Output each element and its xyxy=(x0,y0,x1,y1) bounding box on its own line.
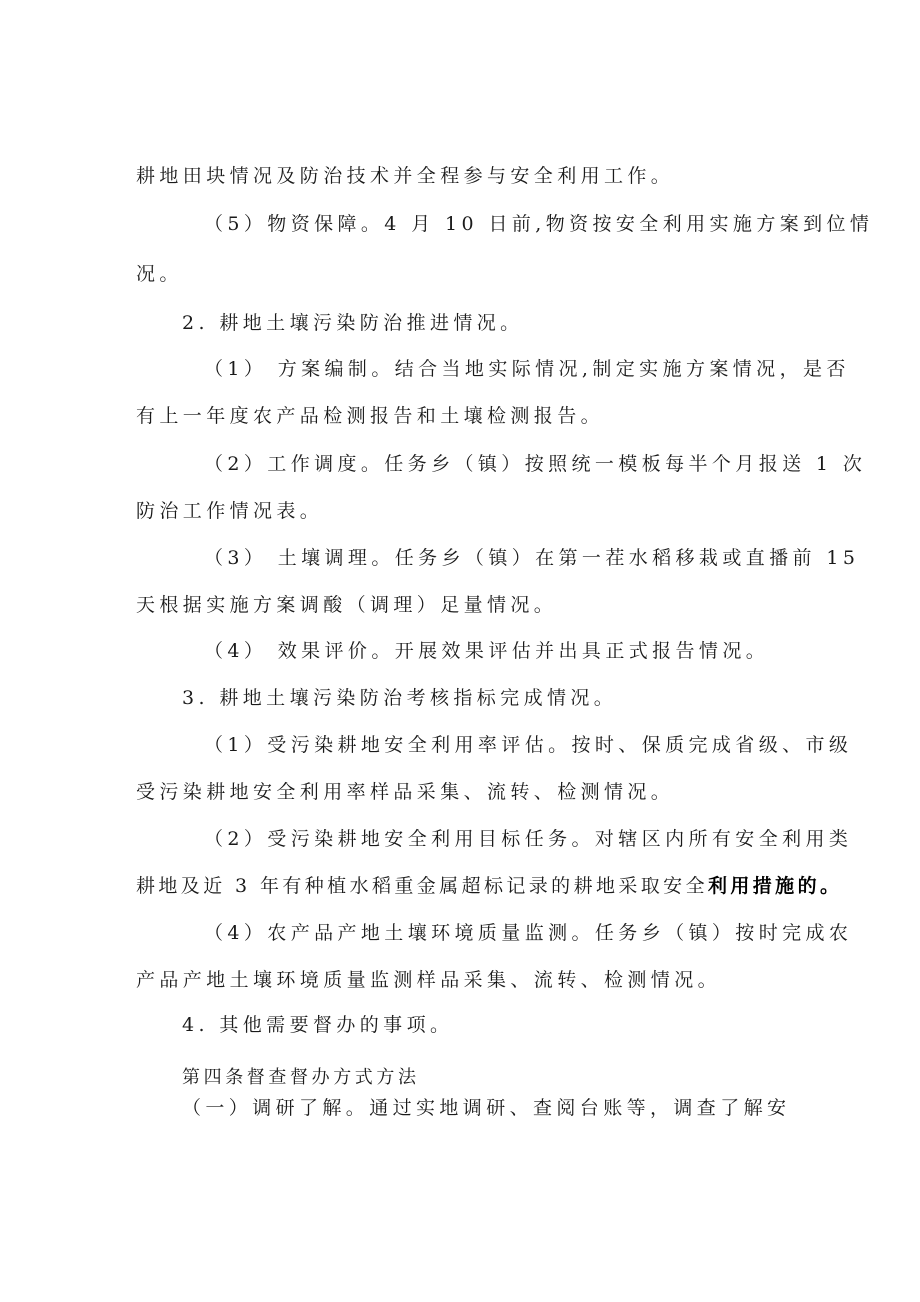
paragraph-line: （3） 土壤调理。任务乡（镇）在第一茬水稻移栽或直播前 15 xyxy=(204,547,860,569)
paragraph-line: （1） 方案编制。结合当地实际情况,制定实施方案情况，是否 xyxy=(204,358,850,380)
paragraph-line: （2）工作调度。任务乡（镇）按照统一模板每半个月报送 1 次 xyxy=(204,453,867,475)
article-heading: 第四条督查督办方式方法 xyxy=(182,1067,420,1088)
paragraph-line: 耕地田块情况及防治技术并全程参与安全利用工作。 xyxy=(136,165,675,187)
paragraph-line: （一）调研了解。通过实地调研、查阅台账等，调查了解安 xyxy=(182,1097,791,1119)
paragraph-line: 受污染耕地安全利用率样品采集、流转、检测情况。 xyxy=(136,781,675,803)
section-heading: 4. 其他需要督办的事项。 xyxy=(182,1014,454,1036)
paragraph-line: （2）受污染耕地安全利用目标任务。对辖区内所有安全利用类 xyxy=(204,828,853,850)
paragraph-line: 有上一年度农产品检测报告和土壤检测报告。 xyxy=(136,405,605,427)
paragraph-line: 耕地及近 3 年有种植水稻重金属超标记录的耕地采取安全利用措施的。 xyxy=(136,875,843,897)
paragraph-line: （1）受污染耕地安全利用率评估。按时、保质完成省级、市级 xyxy=(204,734,853,756)
section-heading: 3. 耕地土壤污染防治考核指标完成情况。 xyxy=(182,687,618,709)
paragraph-line: （5）物资保障。4 月 10 日前,物资按安全利用实施方案到位情 xyxy=(204,213,874,235)
paragraph-line: 天根据实施方案调酸（调理）足量情况。 xyxy=(136,594,558,616)
paragraph-line: （4）农产品产地土壤环境质量监测。任务乡（镇）按时完成农 xyxy=(204,922,853,944)
paragraph-line: （4） 效果评价。开展效果评估并出具正式报告情况。 xyxy=(204,640,770,662)
section-heading: 2. 耕地土壤污染防治推进情况。 xyxy=(182,312,524,334)
paragraph-line: 防治工作情况表。 xyxy=(136,500,324,522)
paragraph-line: 产品产地土壤环境质量监测样品采集、流转、检测情况。 xyxy=(136,969,722,991)
paragraph-line: 况。 xyxy=(136,263,183,285)
